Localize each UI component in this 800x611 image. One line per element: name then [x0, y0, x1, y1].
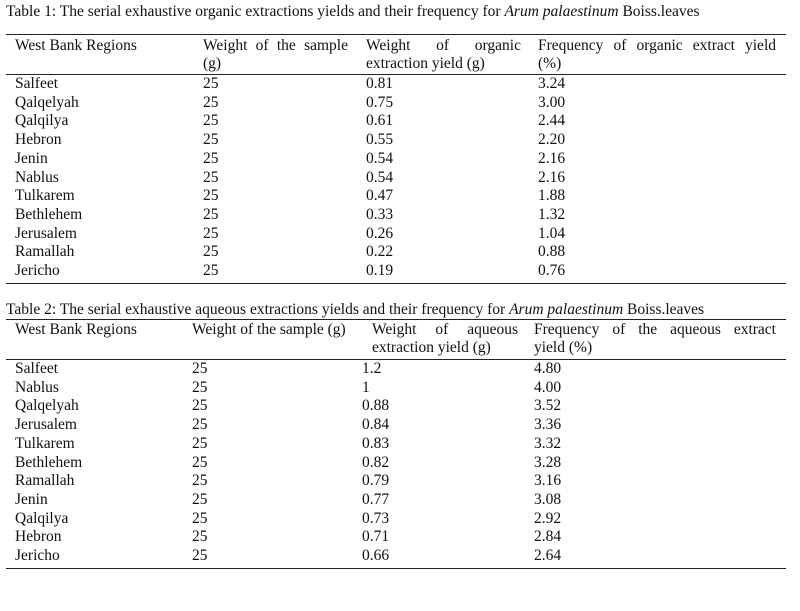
table2-caption	[6, 301, 704, 319]
region-cell: Ramallah	[15, 243, 75, 261]
frequency-cell: 3.00	[538, 93, 566, 111]
frequency-cell: 1.32	[538, 205, 566, 223]
region-cell: Jenin	[15, 149, 48, 167]
weight-cell: 25	[192, 378, 208, 396]
frequency-cell: 1.88	[538, 187, 566, 205]
weight-cell: 25	[192, 360, 208, 377]
frequency-cell: 0.76	[538, 262, 566, 279]
table2-bottom-rule	[6, 568, 786, 569]
weight-cell: 25	[192, 434, 208, 452]
region-cell: Qalqilya	[15, 509, 69, 527]
frequency-cell: 0.88	[538, 243, 566, 261]
frequency-cell: 3.16	[534, 472, 562, 490]
yield-cell: 1.2	[362, 360, 382, 377]
table1-header-region: West Bank Regions	[15, 37, 137, 54]
weight-cell: 25	[203, 205, 219, 223]
region-cell: Bethlehem	[15, 205, 83, 223]
region-cell: Bethlehem	[15, 453, 83, 471]
frequency-cell: 3.32	[534, 434, 562, 452]
region-cell: Jenin	[15, 490, 48, 508]
frequency-cell: 2.20	[538, 131, 566, 149]
yield-cell: 0.19	[366, 262, 394, 279]
region-cell: Qalqilya	[15, 112, 69, 130]
yield-cell: 0.83	[362, 434, 390, 452]
table1-caption-species: Arum palaestinum	[504, 3, 619, 20]
table1-header-yield: Weight of organic	[366, 37, 521, 54]
frequency-cell: 2.16	[538, 168, 566, 186]
weight-cell: 25	[203, 224, 219, 242]
table2-header-frequency-unit: yield (%)	[534, 339, 593, 356]
yield-cell: 0.75	[366, 93, 394, 111]
frequency-cell: 2.84	[534, 528, 562, 546]
region-cell: Hebron	[15, 528, 62, 546]
table2-caption-species: Arum palaestinum	[509, 301, 624, 318]
region-cell: Hebron	[15, 131, 62, 149]
yield-cell: 1	[362, 378, 370, 396]
weight-cell: 25	[203, 187, 219, 205]
weight-cell: 25	[203, 243, 219, 261]
yield-cell: 0.84	[362, 416, 390, 434]
weight-cell: 25	[192, 472, 208, 490]
yield-cell: 0.88	[362, 397, 390, 415]
frequency-cell: 2.64	[534, 547, 562, 564]
region-cell: Salfeet	[15, 360, 59, 377]
yield-cell: 0.22	[366, 243, 394, 261]
yield-cell: 0.81	[366, 75, 394, 92]
weight-cell: 25	[192, 416, 208, 434]
weight-cell: 25	[203, 168, 219, 186]
region-cell: Qalqelyah	[15, 93, 79, 111]
yield-cell: 0.79	[362, 472, 390, 490]
weight-cell: 25	[192, 453, 208, 471]
frequency-cell: 3.36	[534, 416, 562, 434]
table1-header-weight: Weight of the sample	[203, 37, 348, 54]
table1-top-rule	[6, 34, 786, 35]
yield-cell: 0.73	[362, 509, 390, 527]
table1-caption	[6, 3, 700, 21]
table2-header-yield-unit: extraction yield (g)	[372, 339, 491, 356]
table2-header-yield: Weight of aqueous	[372, 321, 518, 338]
yield-cell: 0.66	[362, 547, 390, 564]
frequency-cell: 2.16	[538, 149, 566, 167]
table2-header-frequency: Frequency of the aqueous extract	[534, 321, 776, 338]
frequency-cell: 3.28	[534, 453, 562, 471]
weight-cell: 25	[192, 547, 208, 564]
table2-header-region: West Bank Regions	[15, 321, 137, 338]
table2	[6, 319, 786, 569]
frequency-cell: 3.52	[534, 397, 562, 415]
yield-cell: 0.82	[362, 453, 390, 471]
yield-cell: 0.54	[366, 149, 394, 167]
yield-cell: 0.61	[366, 112, 394, 130]
weight-cell: 25	[203, 75, 219, 92]
region-cell: Jerusalem	[15, 224, 77, 242]
region-cell: Tulkarem	[15, 187, 75, 205]
yield-cell: 0.71	[362, 528, 390, 546]
yield-cell: 0.33	[366, 205, 394, 223]
region-cell: Nablus	[15, 378, 59, 396]
table2-caption-text: Table 2: The serial exhaustive aqueous extractions yields and their frequency for	[6, 301, 510, 318]
region-cell: Qalqelyah	[15, 397, 79, 415]
table1-header-yield-unit: extraction yield (g)	[366, 55, 485, 72]
yield-cell: 0.54	[366, 168, 394, 186]
table1-caption-suffix: Boiss.leaves	[618, 3, 700, 20]
region-cell: Salfeet	[15, 75, 59, 92]
region-cell: Jerusalem	[15, 416, 77, 434]
frequency-cell: 2.44	[538, 112, 566, 130]
table2-header-weight: Weight of the sample (g)	[192, 321, 346, 338]
table1-caption-text: Table 1: The serial exhaustive organic extractions yields and their frequency for	[6, 3, 505, 20]
table1-header-frequency: Frequency of organic extract yield	[538, 37, 776, 54]
weight-cell: 25	[192, 397, 208, 415]
yield-cell: 0.47	[366, 187, 394, 205]
yield-cell: 0.77	[362, 490, 390, 508]
frequency-cell: 4.80	[534, 360, 562, 377]
weight-cell: 25	[203, 149, 219, 167]
table1-header-rule	[6, 74, 786, 75]
frequency-cell: 2.92	[534, 509, 562, 527]
table1-bottom-rule	[6, 283, 786, 284]
region-cell: Jericho	[15, 262, 60, 279]
yield-cell: 0.26	[366, 224, 394, 242]
weight-cell: 25	[203, 131, 219, 149]
yield-cell: 0.55	[366, 131, 394, 149]
frequency-cell: 1.04	[538, 224, 566, 242]
table1-header-frequency-unit: (%)	[538, 55, 562, 72]
weight-cell: 25	[192, 509, 208, 527]
table2-caption-suffix: Boiss.leaves	[623, 301, 705, 318]
table1	[6, 34, 786, 284]
region-cell: Tulkarem	[15, 434, 75, 452]
region-cell: Jericho	[15, 547, 60, 564]
weight-cell: 25	[192, 490, 208, 508]
weight-cell: 25	[203, 93, 219, 111]
region-cell: Ramallah	[15, 472, 75, 490]
table2-top-rule	[6, 319, 786, 320]
frequency-cell: 4.00	[534, 378, 562, 396]
weight-cell: 25	[203, 262, 219, 279]
table1-header-weight-unit: (g)	[203, 55, 222, 72]
weight-cell: 25	[192, 528, 208, 546]
table2-header-rule	[6, 359, 786, 360]
weight-cell: 25	[203, 112, 219, 130]
region-cell: Nablus	[15, 168, 59, 186]
frequency-cell: 3.08	[534, 490, 562, 508]
frequency-cell: 3.24	[538, 75, 566, 92]
